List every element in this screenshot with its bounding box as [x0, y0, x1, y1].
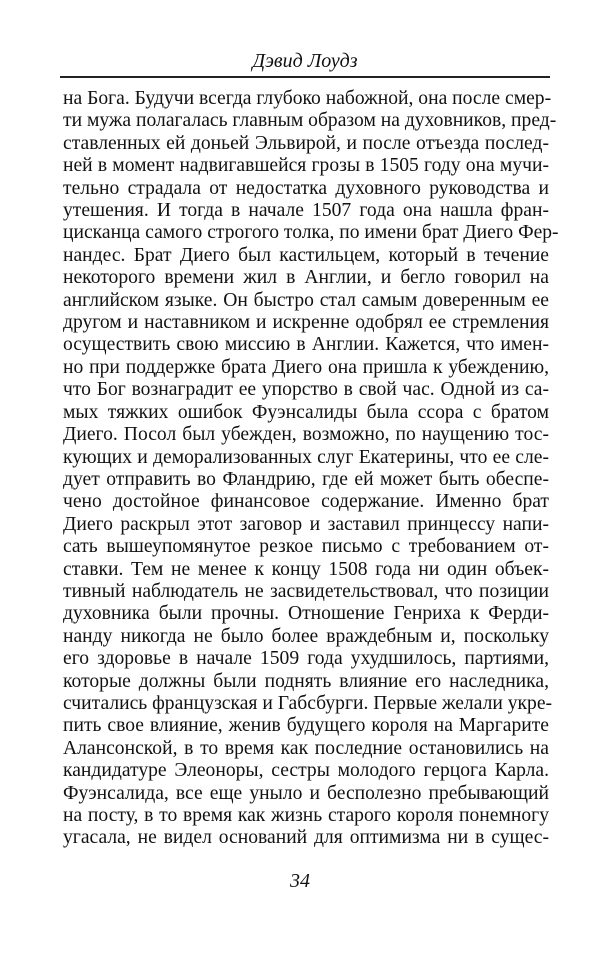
text-line: тивный наблюдатель не засвидетельствовал, что позиции	[63, 580, 549, 602]
text-line: чено достойное финансовое содержание. Именно брат	[63, 491, 549, 513]
page-number: 34	[290, 870, 310, 892]
text-line: ти мужа полагалась главным образом на духовников, пред-	[63, 110, 557, 132]
text-line: английском языке. Он быстро стал самым доверенным ее	[63, 289, 549, 311]
text-line: кующих и деморализованных слуг Екатерины, что ее сле-	[63, 446, 549, 468]
text-line: его здоровье в начале 1509 года ухудшилось, партиями,	[63, 648, 549, 670]
text-line: утешения. И тогда в начале 1507 года она нашла фран-	[63, 200, 549, 222]
text-line: но при поддержке брата Диего она пришла к убеждению,	[63, 356, 549, 378]
text-line: Диего раскрыл этот заговор и заставил принцессу напи-	[63, 513, 549, 535]
text-line: цисканца самого строгого толка, по имени брат Диего Фер-	[63, 222, 559, 244]
text-line: нандес. Брат Диего был кастильцем, который в течение	[63, 244, 549, 266]
text-line: кандидатуре Элеоноры, сестры молодого герцога Карла.	[63, 760, 549, 782]
text-line: считались французская и Габсбурги. Первые желали укре-	[63, 692, 553, 714]
text-line: другом и наставником и искренне одобрял ее стремления	[63, 312, 549, 334]
text-line: ней в момент надвигавшейся грозы в 1505 году она мучи-	[63, 155, 549, 177]
running-header-title: Дэвид Лоудз	[252, 50, 358, 72]
text-line: ставленных ей доньей Эльвирой, и после отъезда послед-	[63, 132, 549, 154]
body-text	[63, 88, 559, 850]
text-line: нанду никогда не было более враждебным и, поскольку	[63, 625, 549, 647]
text-line: которые должны были поднять влияние его наследника,	[63, 670, 549, 692]
text-line: Фуэнсалида, все еще уныло и бесполезно пребывающий	[63, 782, 549, 804]
text-line: что Бог вознаградит ее упорство в свой час. Одной из са-	[63, 379, 549, 401]
text-line: Диего. Посол был убежден, возможно, по наущению тос-	[63, 424, 549, 446]
text-line: дует отправить во Фландрию, где ей может быть обеспе-	[63, 468, 549, 490]
text-line: на посту, в то время как жизнь старого короля понемногу	[63, 805, 549, 826]
text-line: угасала, не видел оснований для оптимизма ни в сущес-	[63, 827, 549, 849]
text-line: тельно страдала от недостатка духовного руководства и	[63, 177, 549, 199]
header-rule	[60, 76, 550, 78]
text-line: Алансонской, в то время как последние остановились на	[63, 737, 549, 759]
text-line: некоторого времени жил в Англии, и бегло говорил на	[63, 267, 549, 289]
text-line: духовника были прочны. Отношение Генриха к Ферди-	[63, 603, 549, 625]
text-line: сать вышеупомянутое резкое письмо с требованием от-	[63, 536, 549, 558]
text-line: мых тяжких ошибок Фуэнсалиды была ссора с братом	[63, 401, 549, 423]
text-line: пить свое влияние, женив будущего короля на Маргарите	[63, 715, 549, 737]
text-line: на Бога. Будучи всегда глубоко набожной, она после смер-	[63, 88, 552, 109]
text-line: осуществить свою миссию в Англии. Кажется, что имен-	[63, 334, 549, 356]
text-line: ставки. Тем не менее к концу 1508 года ни один объек-	[63, 558, 549, 580]
